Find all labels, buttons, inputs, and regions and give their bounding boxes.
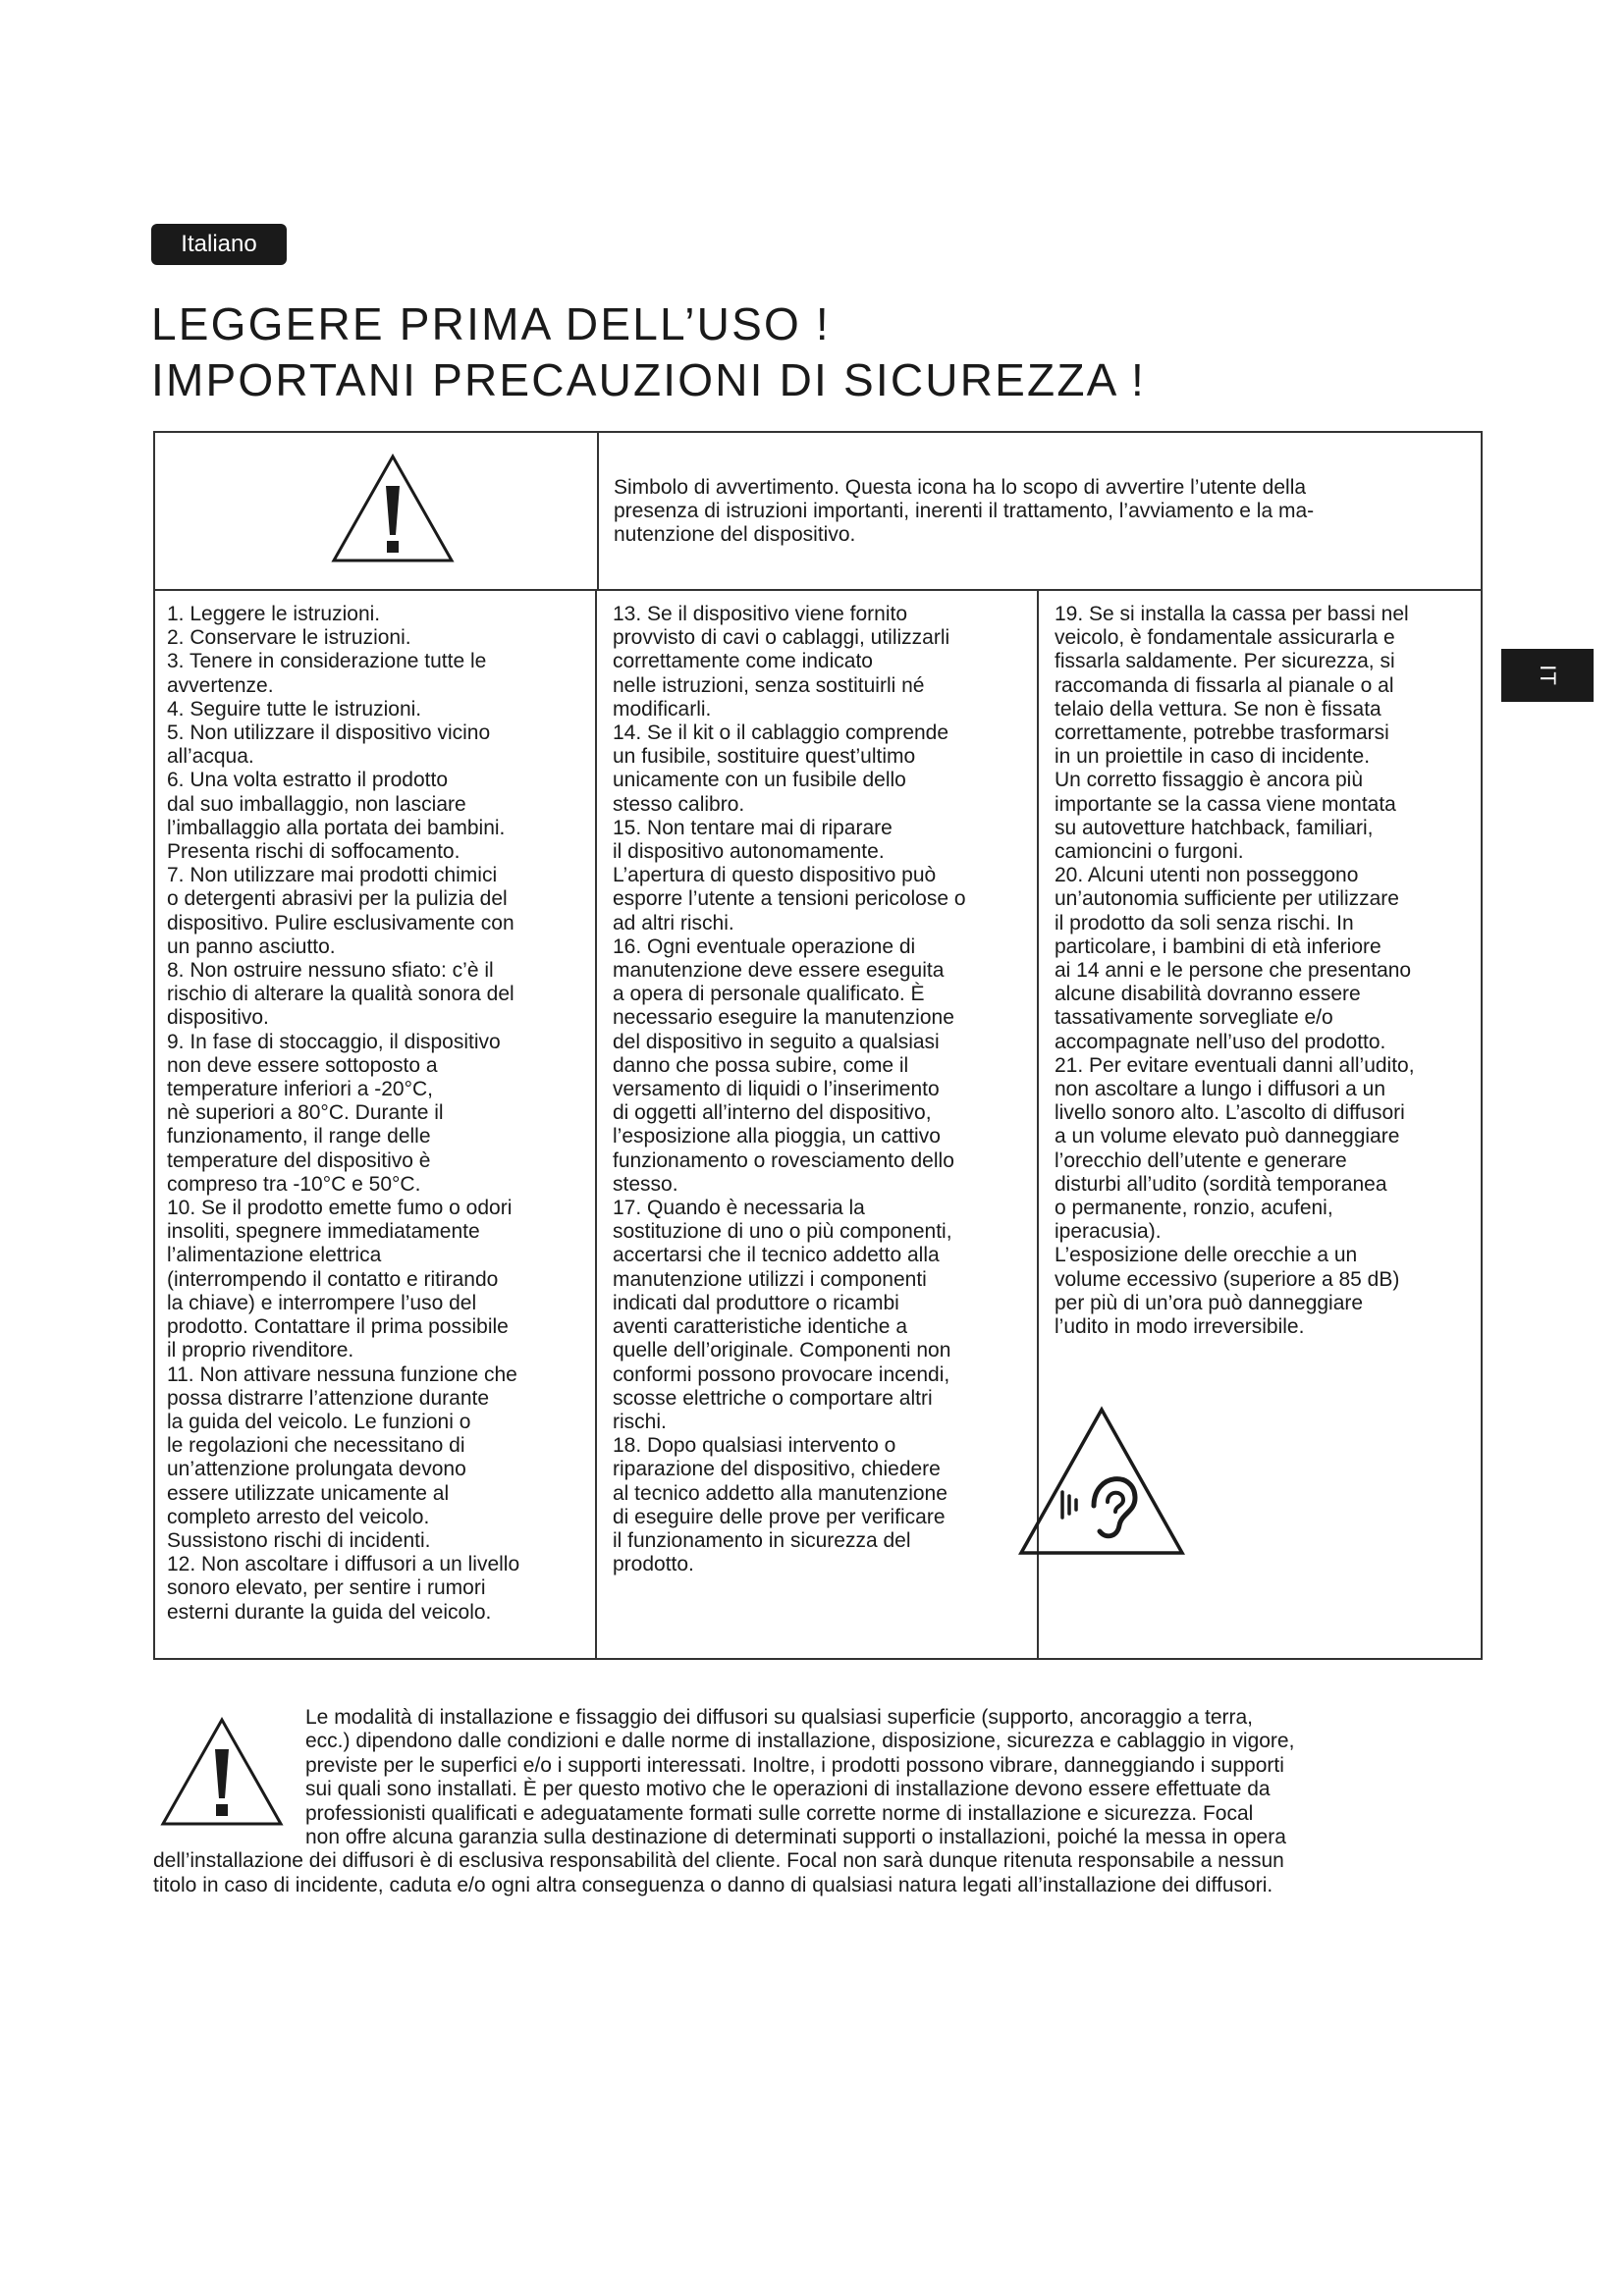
- instruction-line: sostituzione di uno o più componenti,: [613, 1220, 952, 1244]
- instruction-line: Un corretto fissaggio è ancora più: [1055, 769, 1364, 792]
- instruction-line: 7. Non utilizzare mai prodotti chimici: [167, 864, 498, 887]
- instruction-line: modificarli.: [613, 697, 712, 721]
- instruction-line: 4. Seguire tutte le istruzioni.: [167, 697, 422, 721]
- title-line-2: IMPORTANI PRECAUZIONI DI SICUREZZA !: [151, 354, 1146, 405]
- instruction-line: livello sonoro alto. L’ascolto di diffusori: [1055, 1101, 1405, 1125]
- instruction-line: temperature del dispositivo è: [167, 1148, 431, 1172]
- instruction-line: un’autonomia sufficiente per utilizzare: [1055, 887, 1399, 911]
- instruction-line: il dispositivo autonomamente.: [613, 840, 885, 864]
- instruction-line: 1. Leggere le istruzioni.: [167, 603, 381, 625]
- instruction-line: 19. Se si installa la cassa per bassi nel: [1055, 603, 1409, 625]
- notice-line: non offre alcuna garanzia sulla destinazione di determinati supporti o installazioni, poiché la messa in opera: [305, 1826, 1286, 1849]
- instruction-line: 14. Se il kit o il cablaggio comprende: [613, 721, 949, 745]
- notice-line: sui quali sono installati. È per questo motivo che le operazioni di installazione devono essere effettuate da: [305, 1778, 1271, 1801]
- notice-line: titolo in caso di incidente, caduta e/o ogni altra conseguenza o danno di qualsiasi natura legati all’installazione dei diffusori.: [153, 1873, 1273, 1896]
- instruction-line: l’esposizione alla pioggia, un cattivo: [613, 1125, 941, 1148]
- instruction-line: le regolazioni che necessitano di: [167, 1434, 465, 1458]
- instruction-line: Sussistono rischi di incidenti.: [167, 1528, 431, 1552]
- instruction-line: aventi caratteristiche identiche a: [613, 1315, 907, 1339]
- instruction-line: L’esposizione delle orecchie a un: [1055, 1244, 1358, 1267]
- instruction-line: in un proiettile in caso di incidente.: [1055, 745, 1371, 769]
- instruction-line: possa distrarre l’attenzione durante: [167, 1386, 490, 1410]
- instruction-line: Presenta rischi di soffocamento.: [167, 840, 460, 864]
- instruction-line: un fusibile, sostituire quest’ultimo: [613, 745, 916, 769]
- instruction-line: manutenzione deve essere eseguita: [613, 959, 945, 983]
- instruction-line: del dispositivo in seguito a qualsiasi: [613, 1030, 940, 1053]
- instruction-line: la chiave) e interrompere l’uso del: [167, 1291, 477, 1314]
- instruction-line: importante se la cassa viene montata: [1055, 792, 1396, 816]
- installation-notice: [153, 1706, 1489, 1897]
- title-line-1: LEGGERE PRIMA DELL’USO !: [151, 298, 831, 349]
- instruction-line: all’acqua.: [167, 745, 254, 769]
- notice-line: previste per le superfici e/o i supporti interessati. Inoltre, i prodotti possono vibrare, danneggiando i supporti: [305, 1753, 1284, 1777]
- instruction-line: compreso tra -10°C e 50°C.: [167, 1172, 421, 1196]
- instruction-line: avvertenze.: [167, 673, 274, 697]
- notice-line: professionisti qualificati e adeguatamente formati sulle corrette norme di installazione e sicurezza. Focal: [305, 1801, 1254, 1825]
- instruction-line: 16. Ogni eventuale operazione di: [613, 934, 916, 958]
- instruction-line: funzionamento, il range delle: [167, 1125, 431, 1148]
- instruction-line: prodotto. Contattare il prima possibile: [167, 1315, 509, 1339]
- instruction-line: 6. Una volta estratto il prodotto: [167, 769, 448, 792]
- instruction-line: stesso calibro.: [613, 792, 745, 816]
- instruction-line: unicamente con un fusibile dello: [613, 769, 906, 792]
- instruction-line: accertarsi che il tecnico addetto alla: [613, 1244, 940, 1267]
- instruction-line: 20. Alcuni utenti non posseggono: [1055, 864, 1359, 887]
- instruction-line: l’imballaggio alla portata dei bambini.: [167, 816, 506, 839]
- instruction-line: ai 14 anni e le persone che presentano: [1055, 959, 1412, 983]
- instruction-line: veicolo, è fondamentale assicurarla e: [1055, 626, 1395, 650]
- description-line: nutenzione del dispositivo.: [614, 523, 856, 546]
- instruction-line: particolare, i bambini di età inferiore: [1055, 934, 1381, 958]
- instruction-line: 2. Conservare le istruzioni.: [167, 626, 411, 650]
- language-badge: Italiano: [151, 224, 287, 265]
- instruction-line: indicati dal produttore o ricambi: [613, 1291, 899, 1314]
- instruction-line: l’orecchio dell’utente e generare: [1055, 1148, 1347, 1172]
- instructions-column-1: [155, 591, 597, 1658]
- instruction-line: dispositivo. Pulire esclusivamente con: [167, 911, 514, 934]
- instruction-line: un panno asciutto.: [167, 934, 336, 958]
- instruction-line: l’udito in modo irreversibile.: [1055, 1315, 1305, 1339]
- instruction-line: fissarla saldamente. Per sicurezza, si: [1055, 650, 1395, 673]
- instruction-line: di oggetti all’interno del dispositivo,: [613, 1101, 932, 1125]
- description-line: Simbolo di avvertimento. Questa icona ha lo scopo di avvertire l’utente della: [614, 476, 1307, 499]
- instruction-line: non ascoltare a lungo i diffusori a un: [1055, 1078, 1386, 1101]
- instruction-line: essere utilizzate unicamente al: [167, 1481, 450, 1505]
- instruction-line: 3. Tenere in considerazione tutte le: [167, 650, 487, 673]
- instruction-line: danno che possa subire, come il: [613, 1053, 909, 1077]
- instruction-line: 11. Non attivare nessuna funzione che: [167, 1362, 517, 1386]
- instruction-line: o permanente, ronzio, acufeni,: [1055, 1197, 1333, 1220]
- instruction-line: scosse elettriche o comportare altri: [613, 1386, 933, 1410]
- instruction-line: il prodotto da soli senza rischi. In: [1055, 911, 1354, 934]
- instruction-line: 5. Non utilizzare il dispositivo vicino: [167, 721, 491, 745]
- instruction-line: rischio di alterare la qualità sonora del: [167, 983, 514, 1006]
- instruction-line: rischi.: [613, 1410, 667, 1433]
- instruction-line: l’alimentazione elettrica: [167, 1244, 382, 1267]
- instruction-line: 17. Quando è necessaria la: [613, 1197, 865, 1220]
- instruction-line: correttamente, potrebbe trasformarsi: [1055, 721, 1389, 745]
- instruction-line: esporre l’utente a tensioni pericolose o: [613, 887, 966, 911]
- safety-instructions-table: [153, 431, 1483, 1660]
- instruction-line: telaio della vettura. Se non è fissata: [1055, 697, 1381, 721]
- instruction-line: L’apertura di questo dispositivo può: [613, 864, 937, 887]
- instruction-line: funzionamento o rovesciamento dello: [613, 1148, 954, 1172]
- instruction-line: (interrompendo il contatto e ritirando: [167, 1267, 499, 1291]
- instruction-line: su autovetture hatchback, familiari,: [1055, 816, 1374, 839]
- warning-icon-cell: [155, 433, 599, 589]
- instruction-line: quelle dell’originale. Componenti non: [613, 1339, 951, 1362]
- warning-symbol-description: [614, 476, 1458, 547]
- instruction-line: o detergenti abrasivi per la pulizia del: [167, 887, 508, 911]
- instruction-line: conformi possono provocare incendi,: [613, 1362, 950, 1386]
- instruction-line: a un volume elevato può danneggiare: [1055, 1125, 1400, 1148]
- instruction-line: 10. Se il prodotto emette fumo o odori: [167, 1197, 513, 1220]
- instruction-line: 8. Non ostruire nessuno sfiato: c’è il: [167, 959, 494, 983]
- instruction-line: 15. Non tentare mai di riparare: [613, 816, 893, 839]
- instruction-line: 12. Non ascoltare i diffusori a un livello: [167, 1553, 520, 1576]
- instruction-line: raccomanda di fissarla al pianale o al: [1055, 673, 1394, 697]
- instruction-line: al tecnico addetto alla manutenzione: [613, 1481, 947, 1505]
- instruction-line: dal suo imballaggio, non lasciare: [167, 792, 466, 816]
- instruction-line: 9. In fase di stoccaggio, il dispositivo: [167, 1030, 501, 1053]
- instruction-line: correttamente come indicato: [613, 650, 873, 673]
- instruction-line: disturbi all’udito (sordità temporanea: [1055, 1172, 1387, 1196]
- description-line: presenza di istruzioni importanti, inerenti il trattamento, l’avviamento e la ma-: [614, 500, 1315, 522]
- instruction-line: alcune disabilità dovranno essere: [1055, 983, 1361, 1006]
- instruction-line: prodotto.: [613, 1553, 694, 1576]
- instruction-line: insoliti, spegnere immediatamente: [167, 1220, 480, 1244]
- instruction-line: un’attenzione prolungata devono: [167, 1458, 466, 1481]
- instruction-line: temperature inferiori a -20°C,: [167, 1078, 434, 1101]
- instruction-line: camioncini o furgoni.: [1055, 840, 1244, 864]
- instruction-line: accompagnate nell’uso del prodotto.: [1055, 1030, 1386, 1053]
- instruction-line: provvisto di cavi o cablaggi, utilizzarli: [613, 626, 950, 650]
- instruction-line: il proprio rivenditore.: [167, 1339, 354, 1362]
- warning-symbol-row: [155, 433, 1481, 591]
- page-title: [151, 296, 1506, 408]
- instruction-line: nè superiori a 80°C. Durante il: [167, 1101, 444, 1125]
- instruction-line: nelle istruzioni, senza sostituirli né: [613, 673, 925, 697]
- instruction-line: riparazione del dispositivo, chiedere: [613, 1458, 941, 1481]
- instruction-line: 13. Se il dispositivo viene fornito: [613, 603, 907, 625]
- instruction-line: iperacusia).: [1055, 1220, 1162, 1244]
- instruction-line: volume eccessivo (superiore a 85 dB): [1055, 1267, 1400, 1291]
- side-tab-label: IT: [1536, 665, 1560, 686]
- instruction-line: tassativamente sorvegliate e/o: [1055, 1006, 1333, 1030]
- instruction-line: dispositivo.: [167, 1006, 269, 1030]
- instruction-line: di eseguire delle prove per verificare: [613, 1505, 946, 1528]
- warning-triangle-icon: [328, 451, 458, 566]
- instruction-line: per più di un’ora può danneggiare: [1055, 1291, 1364, 1314]
- instruction-line: a opera di personale qualificato. È: [613, 983, 925, 1006]
- instruction-line: sonoro elevato, per sentire i rumori: [167, 1576, 486, 1600]
- instruction-line: ad altri rischi.: [613, 911, 734, 934]
- notice-line: dell’installazione dei diffusori è di esclusiva responsabilità del cliente. Focal non sarà dunque ritenuta responsabile a nessun: [153, 1849, 1284, 1873]
- instructions-column-2: [597, 591, 1039, 1658]
- instruction-line: necessario eseguire la manutenzione: [613, 1006, 954, 1030]
- instruction-line: completo arresto del veicolo.: [167, 1505, 430, 1528]
- instruction-line: stesso.: [613, 1172, 678, 1196]
- instruction-line: esterni durante la guida del veicolo.: [167, 1600, 492, 1624]
- instruction-line: manutenzione utilizzi i componenti: [613, 1267, 927, 1291]
- instruction-line: la guida del veicolo. Le funzioni o: [167, 1410, 471, 1433]
- instruction-line: versamento di liquidi o l’inserimento: [613, 1078, 940, 1101]
- notice-line: Le modalità di installazione e fissaggio dei diffusori su qualsiasi superficie (supporto, ancoraggio a terra,: [305, 1706, 1253, 1729]
- instruction-line: il funzionamento in sicurezza del: [613, 1528, 911, 1552]
- language-side-tab: [1501, 649, 1594, 702]
- notice-line: ecc.) dipendono dalle condizioni e dalle norme di installazione, disposizione, sicurezza e cablaggio in vigore,: [305, 1730, 1295, 1753]
- instruction-line: non deve essere sottoposto a: [167, 1053, 438, 1077]
- hearing-damage-warning-icon: [1015, 1404, 1188, 1559]
- instruction-line: 18. Dopo qualsiasi intervento o: [613, 1434, 896, 1458]
- instruction-line: 21. Per evitare eventuali danni all’udito,: [1055, 1053, 1415, 1077]
